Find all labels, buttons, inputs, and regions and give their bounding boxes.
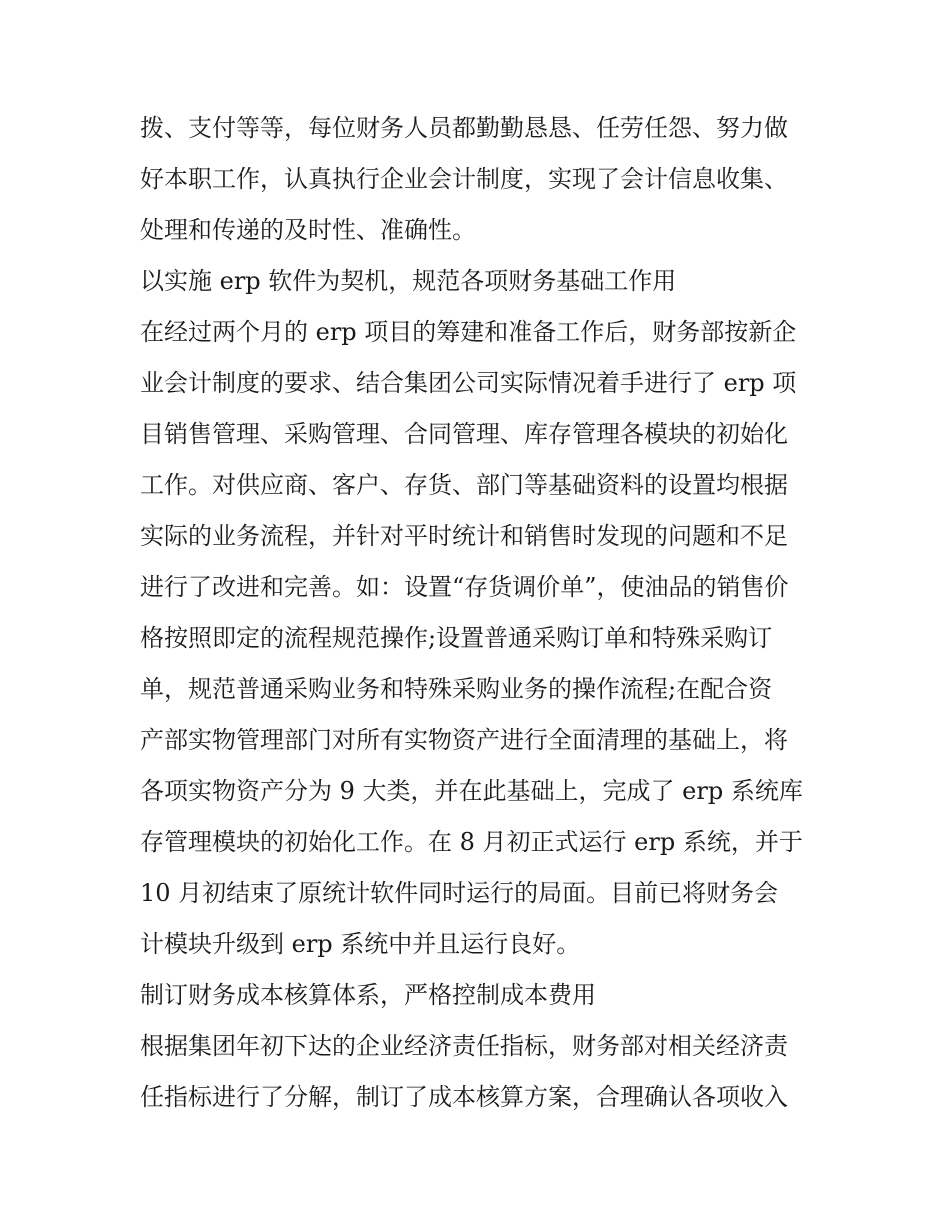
text-line: 在经过两个月的 erp 项目的筹建和准备工作后，财务部按新企 <box>140 318 797 346</box>
text-line: 各项实物资产分为 9 大类，并在此基础上，完成了 erp 系统库 <box>140 777 803 805</box>
text-line: 格按照即定的流程规范操作;设置普通采购订单和特殊采购订 <box>140 624 773 652</box>
text-line: 计模块升级到 erp 系统中并且运行良好。 <box>140 930 581 958</box>
text-line: 存管理模块的初始化工作。在 8 月初正式运行 erp 系统，并于 <box>140 828 803 856</box>
text-line: 10 月初结束了原统计软件同时运行的局面。目前已将财务会 <box>140 879 779 907</box>
text-line: 工作。对供应商、客户、存货、部门等基础资料的设置均根据 <box>140 471 788 499</box>
text-line: 产部实物管理部门对所有实物资产进行全面清理的基础上，将 <box>140 726 788 754</box>
text-line: 目销售管理、采购管理、合同管理、库存管理各模块的初始化 <box>140 420 788 448</box>
text-line: 业会计制度的要求、结合集团公司实际情况着手进行了 erp 项 <box>140 369 797 397</box>
section-heading: 以实施 erp 软件为契机，规范各项财务基础工作用 <box>140 267 677 295</box>
text-line: 好本职工作，认真执行企业会计制度，实现了会计信息收集、 <box>140 165 788 193</box>
text-line: 根据集团年初下达的企业经济责任指标，财务部对相关经济责 <box>140 1032 788 1060</box>
text-line: 进行了改进和完善。如：设置“存货调价单”，使油品的销售价 <box>140 573 789 601</box>
text-line: 拨、支付等等，每位财务人员都勤勤恳恳、任劳任怨、努力做 <box>140 114 788 142</box>
text-line: 处理和传递的及时性、准确性。 <box>140 216 476 244</box>
section-heading: 制订财务成本核算体系，严格控制成本费用 <box>140 981 596 1009</box>
text-line: 实际的业务流程，并针对平时统计和销售时发现的问题和不足 <box>140 522 788 550</box>
text-line: 任指标进行了分解，制订了成本核算方案，合理确认各项收入 <box>140 1083 788 1111</box>
text-line: 单，规范普通采购业务和特殊采购业务的操作流程;在配合资 <box>140 675 773 703</box>
